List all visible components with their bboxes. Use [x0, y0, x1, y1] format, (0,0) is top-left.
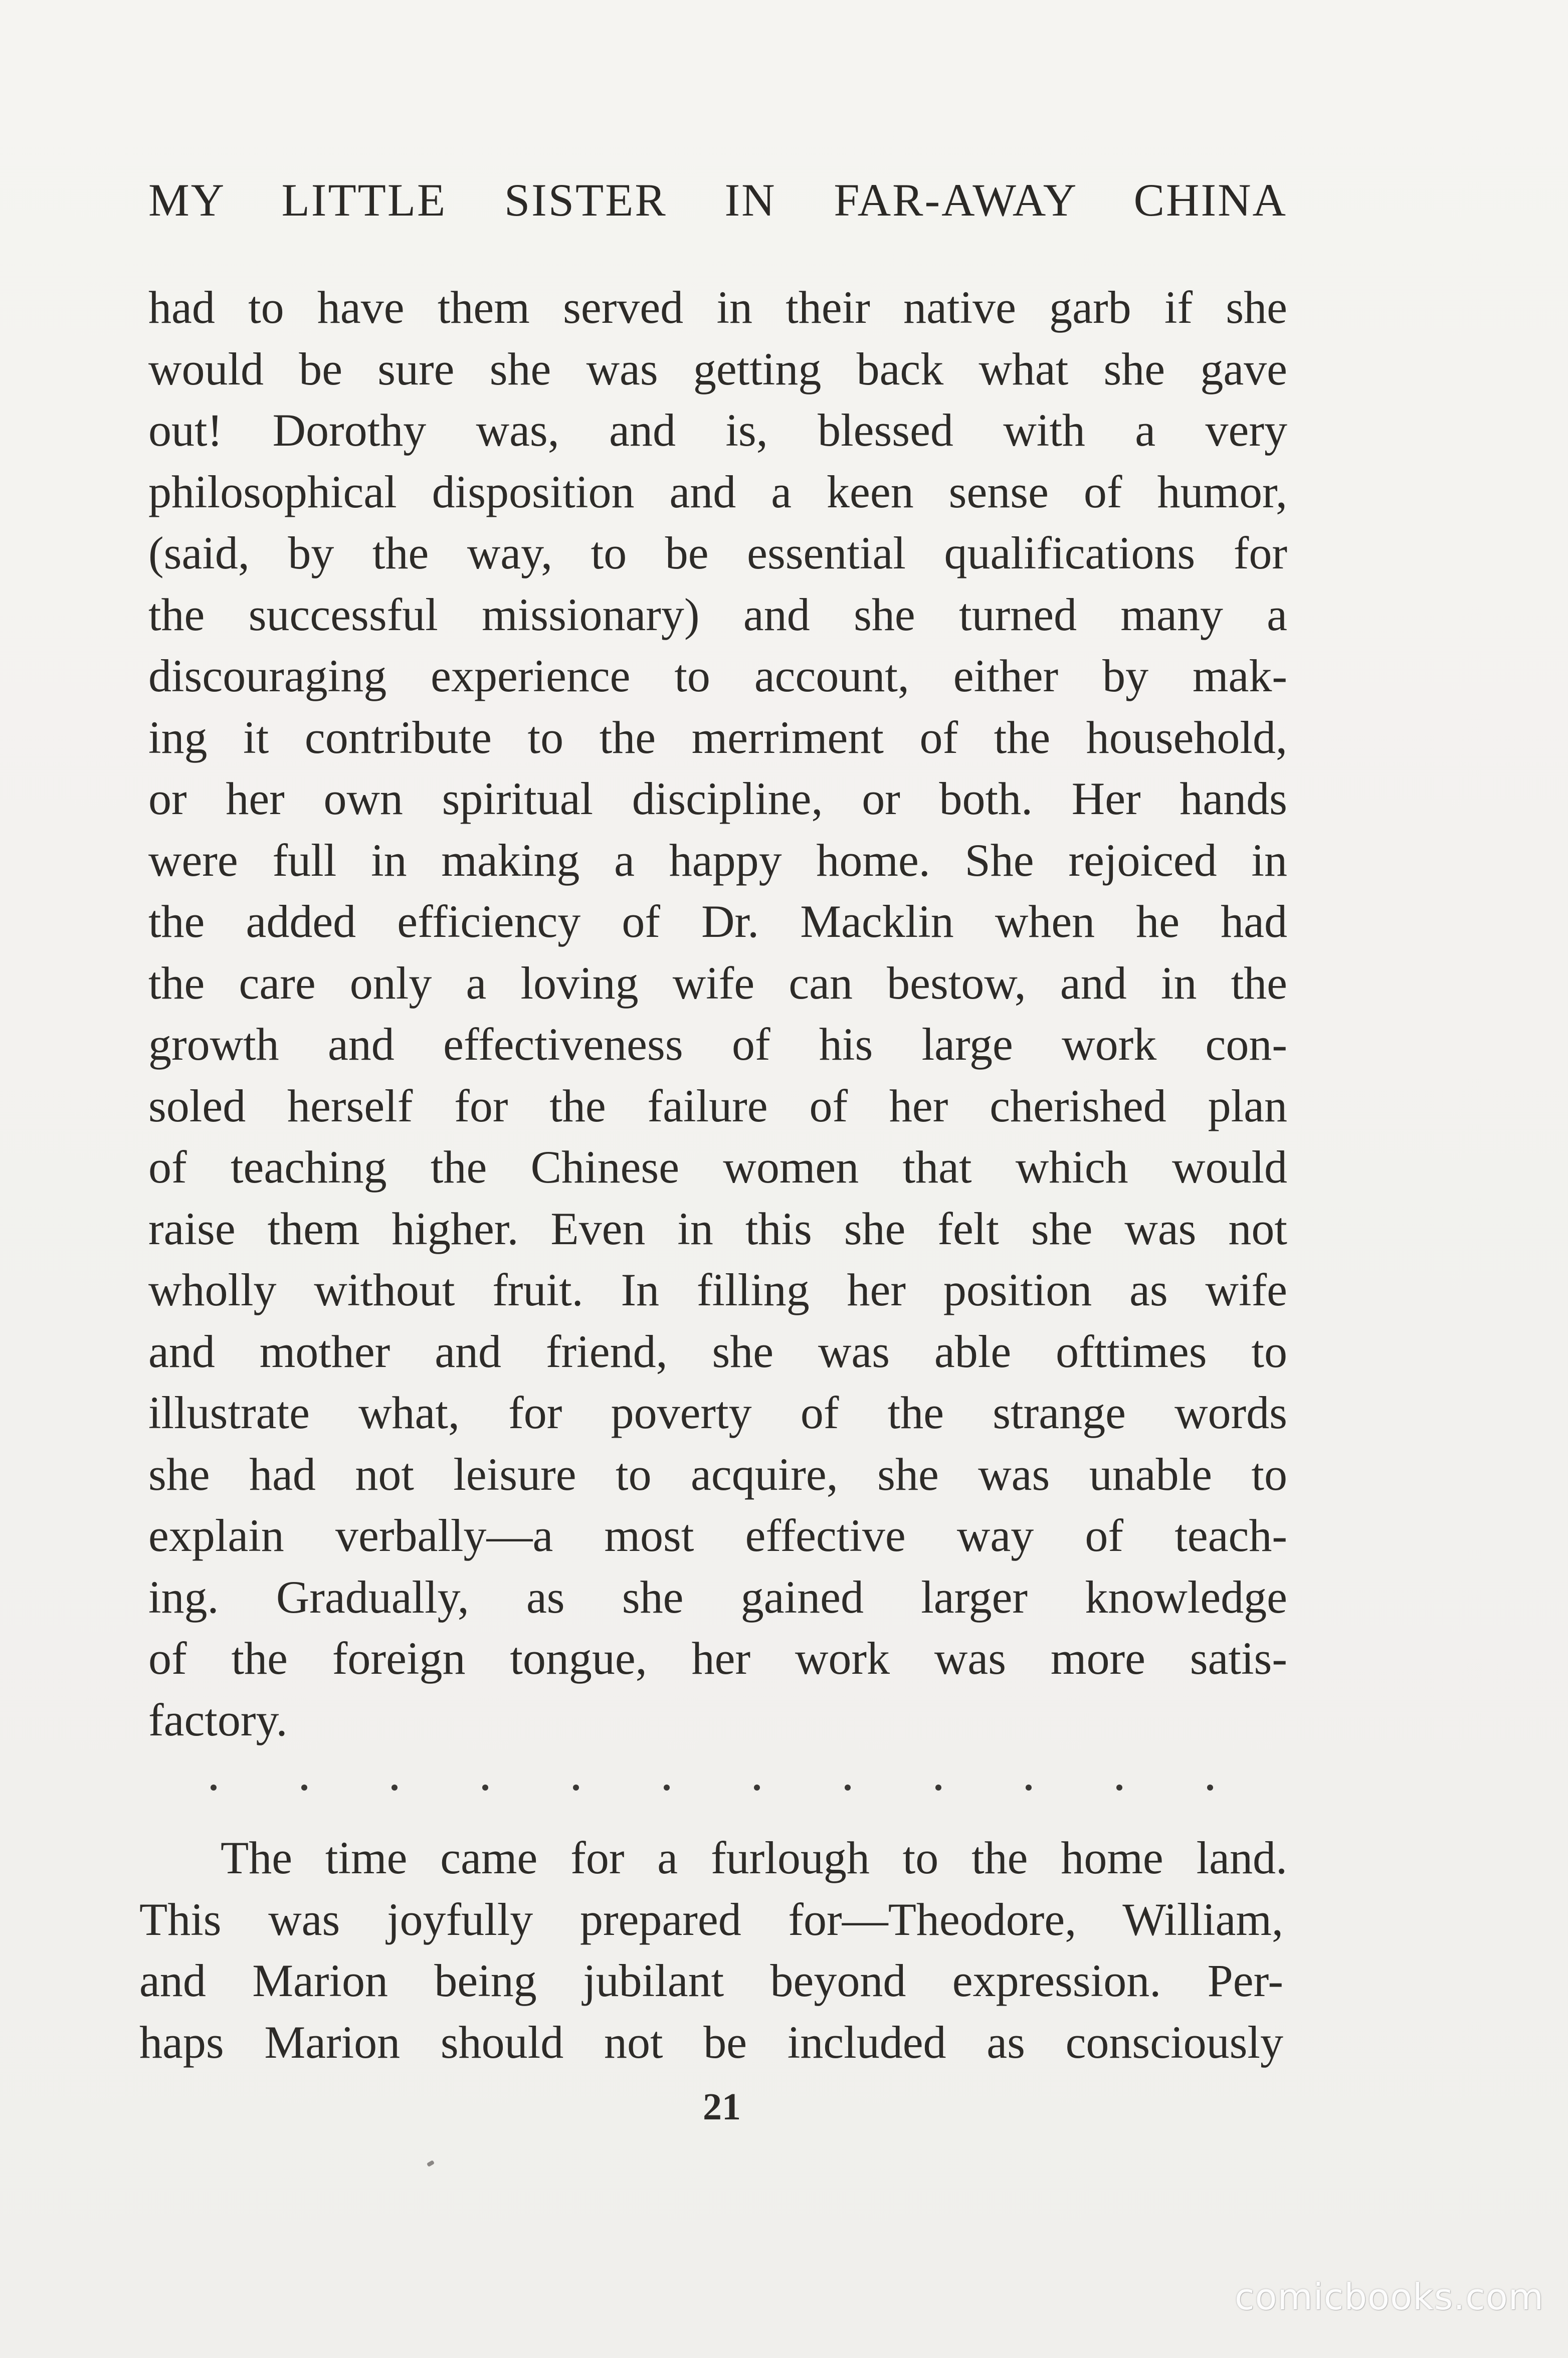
separator-dot	[754, 1785, 760, 1791]
text-line: explain verbally—a most effective way of teach-	[148, 1510, 1287, 1561]
text-line: This was joyfully prepared for—Theodore, William,	[139, 1893, 1283, 1945]
text-line: had to have them served in their native garb if she	[148, 282, 1287, 333]
text-line: factory.	[148, 1694, 288, 1745]
separator-dot	[935, 1785, 941, 1791]
separator-dot	[664, 1785, 670, 1791]
text-line: ing. Gradually, as she gained larger knowledge	[148, 1571, 1287, 1623]
separator-dot	[482, 1785, 488, 1791]
text-line: would be sure she was getting back what she gave	[148, 343, 1287, 395]
text-line: or her own spiritual discipline, or both. Her hands	[148, 773, 1287, 824]
text-line: she had not leisure to acquire, she was unable to	[148, 1448, 1287, 1500]
text-line: of the foreign tongue, her work was more satis-	[148, 1633, 1287, 1684]
text-line: philosophical disposition and a keen sense of humor,	[148, 466, 1287, 517]
separator-dot	[211, 1785, 217, 1791]
text-line: growth and effectiveness of his large work con-	[148, 1019, 1287, 1070]
text-line: the care only a loving wife can bestow, and in the	[148, 957, 1287, 1009]
text-line: out! Dorothy was, and is, blessed with a very	[148, 405, 1287, 456]
text-line: (said, by the way, to be essential qualifications for	[148, 527, 1287, 578]
running-head: MY LITTLE SISTER IN FAR-AWAY CHINA	[148, 174, 1287, 226]
separator-dot	[1026, 1785, 1032, 1791]
text-line: were full in making a happy home. She rejoiced in	[148, 834, 1287, 886]
text-line: of teaching the Chinese women that which would	[148, 1141, 1287, 1193]
separator-dot	[573, 1785, 579, 1791]
text-line: The time came for a furlough to the home land.	[221, 1832, 1287, 1883]
page-number: 21	[703, 2086, 741, 2128]
text-line: haps Marion should not be included as consciously	[139, 2016, 1283, 2068]
text-line: soled herself for the failure of her cherished plan	[148, 1080, 1287, 1131]
separator-dot	[1207, 1785, 1213, 1791]
text-line: discouraging experience to account, either by mak-	[148, 650, 1287, 701]
text-line: illustrate what, for poverty of the strange words	[148, 1387, 1287, 1438]
separator-dot	[1116, 1785, 1122, 1791]
text-line: and mother and friend, she was able ofttimes to	[148, 1325, 1287, 1377]
paper-speck	[427, 2160, 435, 2167]
text-line: wholly without fruit. In filling her position as wife	[148, 1264, 1287, 1315]
text-line: and Marion being jubilant beyond expression. Per-	[139, 1955, 1283, 2006]
section-break-dots	[211, 1785, 1213, 1805]
separator-dot	[301, 1785, 307, 1791]
text-line: raise them higher. Even in this she felt she was not	[148, 1203, 1287, 1254]
text-line: the added efficiency of Dr. Macklin when he had	[148, 896, 1287, 947]
text-line: ing it contribute to the merriment of the household,	[148, 711, 1287, 763]
separator-dot	[845, 1785, 851, 1791]
text-line: the successful missionary) and she turned many a	[148, 588, 1287, 640]
separator-dot	[391, 1785, 398, 1791]
watermark: comicbooks.com	[1234, 2276, 1544, 2318]
